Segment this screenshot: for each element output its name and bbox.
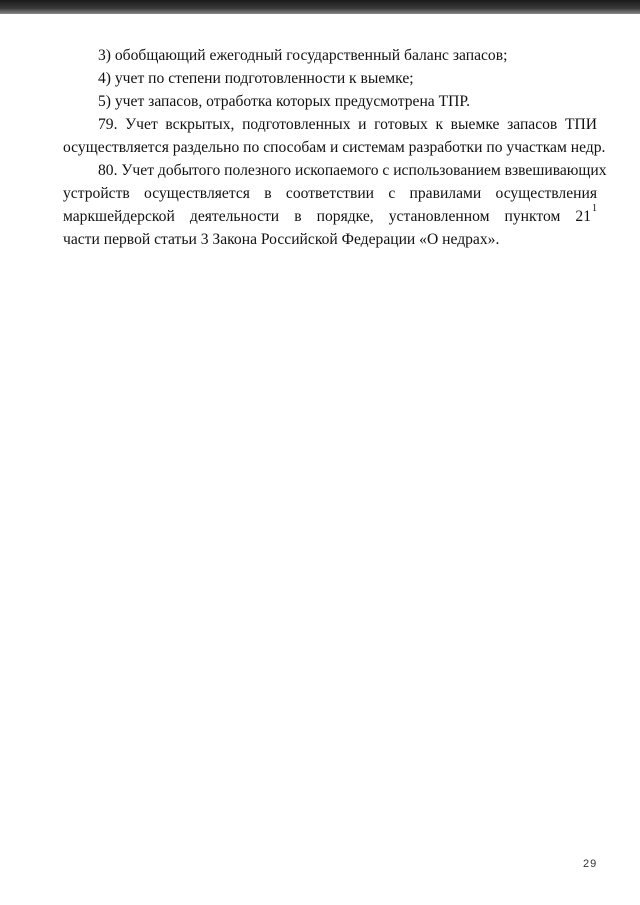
paragraph-80-line-1-text: 80. Учет добытого полезного ископаемого с использованием взвешивающих	[98, 162, 607, 179]
paragraph-80-line-3-text: маркшейдерской деятельности в порядке, установленном пунктом 21	[63, 208, 591, 225]
list-item-4: 4) учет по степени подготовленности к выемке;	[98, 70, 414, 87]
list-item-5: 5) учет запасов, отработка которых предусмотрена ТПР.	[98, 93, 471, 110]
paragraph-80-line-2-text: устройств осуществляется в соответствии с правилами осуществления	[63, 185, 597, 202]
paragraph-80-line-1	[98, 161, 607, 181]
paragraph-80-line-4: части первой статьи 3 Закона Российской Федерации «О недрах».	[63, 231, 500, 248]
document-page: 3) обобщающий ежегодный государственный баланс запасов; 4) учет по степени подготовленности к выемке; 5) учет запасов, отработка которых предусмотрена ТПР. 79. Учет вскрытых, подготовленных и готовых к выемке запасов ТПИ осуществляется раздельно по способам и системам разработки по участкам недр. 80. Учет добытого полезного ископаемого с использованием взвешивающих устройств осуществляется в соответствии с правилами осуществления маркшейдерской деятельности в порядке, установленном пунктом 21 1 части первой статьи 3 Закона Российской Федерации «О недрах». 29	[63, 47, 607, 870]
paragraph-79-line-2: осуществляется раздельно по способам и системам разработки по участкам недр.	[63, 139, 606, 156]
paragraph-79-line-1-text: 79. Учет вскрытых, подготовленных и готовых к выемке запасов ТПИ	[98, 116, 597, 133]
page-number: 29	[583, 858, 598, 870]
paragraph-79-line-1	[98, 115, 597, 135]
paragraph-80-line-3	[63, 207, 591, 227]
list-item-3: 3) обобщающий ежегодный государственный баланс запасов;	[98, 47, 508, 64]
paragraph-80-line-2	[63, 184, 597, 204]
